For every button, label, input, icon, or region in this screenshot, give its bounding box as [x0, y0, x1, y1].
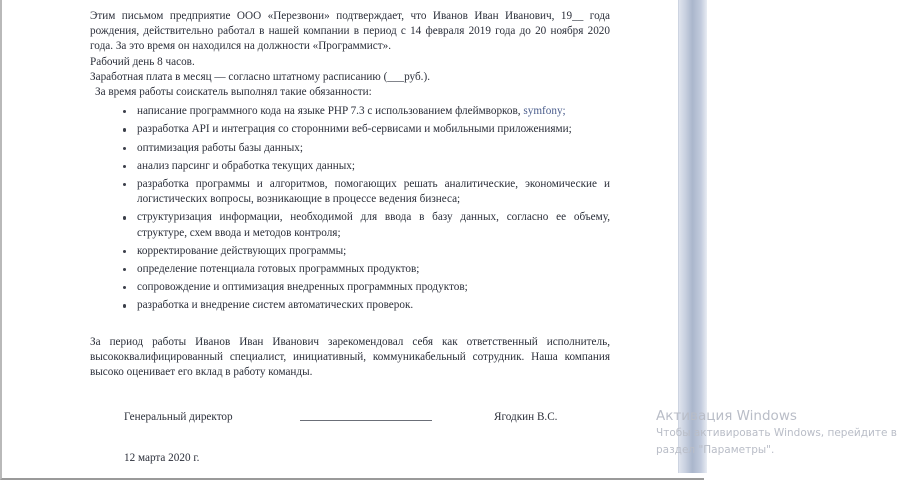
list-item [137, 210, 610, 240]
list-item [137, 159, 610, 174]
working-day-line: Рабочий день 8 часов. [90, 55, 195, 68]
duty-text: написание программного кода на языке PHP 7.3 с использованием флеймворков, [137, 105, 521, 118]
duty-text: структуризация информации, необходимой для ввода в базу данных, согласно ее объему, структуре, схем ввода и методов контроля; [137, 211, 610, 239]
intro-paragraph: Этим письмом предприятие ООО «Перезвони» подтверждает, что Иванов Иван Иванович, 19__ года рождения, действительно работал в нашей компании в период с 14 февраля 2019 года до 20 ноября 2020 года. За это время он находился на должности «Программист». [90, 10, 610, 53]
duty-text: разработка API и интеграция со сторонними веб-сервисами и мобильными приложениями; [137, 123, 572, 136]
duty-text: разработка программы и алгоритмов, помогающих решать аналитические, экономические и логистических вопросы, возникающие в процессе ведения бизнеса; [137, 178, 610, 206]
duty-text: разработка и внедрение систем автоматических проверок. [137, 299, 414, 312]
signature-block [124, 409, 614, 423]
duties-list [90, 104, 610, 313]
watermark-subtitle-line2: раздел "Параметры". [656, 444, 775, 456]
signature-row [124, 409, 614, 423]
list-item [137, 298, 610, 313]
document-body [90, 9, 610, 380]
watermark-subtitle-line1: Чтобы активировать Windows, перейдите в [656, 427, 897, 439]
duty-text: определение потенциала готовых программных продуктов; [137, 263, 420, 276]
signature-line [300, 409, 432, 421]
duty-link-symfony[interactable]: symfony; [523, 105, 566, 118]
list-item [137, 262, 610, 277]
salary-line: Заработная плата в месяц — согласно штатному расписанию (___руб.). [90, 70, 430, 83]
duty-text: сопровождение и оптимизация внедренных программных продуктов; [137, 281, 468, 294]
document-page [2, 0, 678, 473]
list-item [137, 122, 610, 137]
signatory-name: Ягодкин В.С. [494, 411, 558, 423]
paragraph-spacer [90, 317, 610, 335]
watermark-title: Активация Windows [656, 408, 797, 424]
duty-text: анализ парсинг и обработка текущих данных; [137, 159, 355, 172]
duty-text: корректирование действующих программы; [137, 244, 347, 257]
closing-paragraph: За период работы Иванов Иван Иванович зарекомендовал себя как ответственный исполнитель, высококвалифицированный специалист, инициативный, коммуникабельный сотрудник. Наша компания высоко оценивает его вклад в работу команды. [90, 335, 610, 379]
duty-text: оптимизация работы базы данных; [137, 141, 303, 154]
list-item [137, 280, 610, 295]
signatory-title: Генеральный директор [124, 411, 233, 423]
list-item [137, 104, 610, 119]
list-item [137, 177, 610, 207]
duties-intro: За время работы соискатель выполнял такие обязанности: [95, 86, 372, 99]
list-item [137, 141, 610, 156]
page-edge-gutter [678, 0, 707, 473]
document-date: 12 марта 2020 г. [124, 452, 200, 464]
list-item [137, 244, 610, 259]
